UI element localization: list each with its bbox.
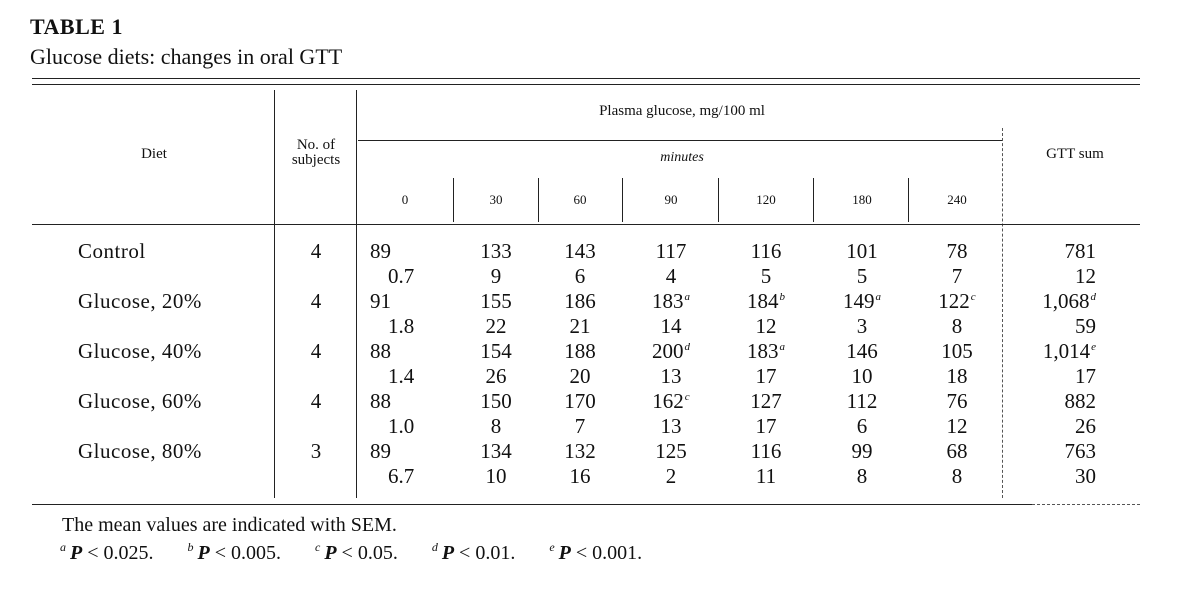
diet-label: Glucose, 80% [78,439,202,463]
gtt-sum-sem: 26 [1075,414,1096,438]
significance-mark: b [779,291,785,303]
sem-value: 12 [755,314,777,338]
significance-mark: d [684,341,690,353]
footnote-p: P [70,542,83,564]
sem-value: 17 [755,414,777,438]
mean-value: 125 [655,439,687,463]
subjects-count: 4 [310,239,322,263]
sem-value: 7 [574,414,586,438]
notes-end: . [391,514,397,536]
footnote-value: < 0.001. [570,542,643,564]
table-subtitle: Glucose diets: changes in oral GTT [30,44,343,69]
sem-value: 22 [485,314,507,338]
gtt-sum-sem: 12 [1075,264,1096,288]
mean-value: 186 [564,289,596,313]
sem-value: 14 [660,314,682,338]
sem-value: 8 [951,314,963,338]
sem-value: 21 [569,314,591,338]
mean-value: 143 [564,239,596,263]
sem-value: 17 [755,364,777,388]
gtt-sum-sem: 30 [1075,464,1096,488]
mean-value: 99 [851,439,873,463]
mean-value: 105 [941,339,973,363]
subjects-count: 3 [310,439,322,463]
sem-value: 0.7 [388,264,415,288]
gtt-sum-value: 763 [1064,439,1096,463]
sem-value: 10 [485,464,507,488]
sem-value: 8 [951,464,963,488]
subjects-count: 4 [310,389,322,413]
mean-value: 184$^b$ [747,289,785,313]
gtt-sum-value: 1,014e [1042,339,1096,363]
significance-mark: c [970,291,976,303]
footnote-p: P [324,542,337,564]
time-column-divider [813,178,814,222]
footnotes [60,540,676,565]
mean-value: 133 [480,239,512,263]
sem-value: 3 [856,314,868,338]
minutes-header: minutes [660,150,704,165]
sem-value: 2 [665,464,677,488]
mean-value: 183$^a$ [652,289,690,313]
sem-value: 13 [660,414,682,438]
mean-value: 122$^c$ [938,289,976,313]
diet-label: Glucose, 20% [78,289,202,313]
subjects-count: 4 [310,289,322,313]
mean-value: 155 [480,289,512,313]
footnote-c [315,540,398,565]
mean-value: 78 [946,239,968,263]
column-divider [356,90,357,498]
footnote-mark: c [315,540,321,554]
gtt-sum-value: 882 [1064,389,1096,413]
diet-header: Diet [141,146,167,162]
bottom-dash-rule [1032,504,1140,505]
top-rule-2 [32,84,1140,85]
footnote-value: < 0.05. [336,542,398,564]
time-header-0: 0 [401,192,409,207]
mean-value: 68 [946,439,968,463]
notes-abbrev: SEM [350,514,392,536]
mean-value: 146 [846,339,878,363]
mean-value: 154 [480,339,512,363]
footnote-b [188,540,282,565]
sem-value: 13 [660,364,682,388]
mean-value: 88 [370,389,391,413]
footnote-mark: d [431,540,438,554]
footnote-a [60,540,154,565]
footnote-value: < 0.005. [209,542,281,564]
diet-label: Control [78,239,146,263]
gtt-sum-sem: 59 [1075,314,1096,338]
sem-value: 12 [946,414,968,438]
diet-label: Glucose, 40% [78,339,202,363]
sem-value: 26 [485,364,507,388]
mean-value: 127 [750,389,782,413]
column-divider [1002,128,1003,498]
gtt-sum-sem: 17 [1075,364,1096,388]
mean-value: 116 [750,239,782,263]
footnote-mark: e [549,540,555,554]
footnote-p: P [558,542,571,564]
column-divider [274,90,275,498]
table-bottom-rule [32,504,1032,505]
subjects-header-line1: No. of [296,137,336,153]
footnote-mark: b [187,540,194,554]
time-column-divider [538,178,539,222]
time-header-120: 120 [756,192,776,207]
time-column-divider [908,178,909,222]
mean-value: 134 [480,439,512,463]
sem-value: 5 [760,264,772,288]
sem-value: 9 [490,264,502,288]
gtt-sum-value: 781 [1064,239,1096,263]
time-header-180: 180 [852,192,872,207]
sem-value: 6.7 [388,464,415,488]
significance-mark: d [1090,291,1096,303]
mean-value: 91 [370,289,391,313]
sem-value: 10 [851,364,873,388]
footnote-mark: a [60,540,66,554]
footnote-value: < 0.01. [454,542,516,564]
footnote-p: P [197,542,210,564]
sem-value: 6 [574,264,586,288]
subjects-header [278,138,354,168]
time-header-240: 240 [947,192,967,207]
subjects-count: 4 [310,339,322,363]
top-rule [32,78,1140,79]
sem-value: 4 [665,264,677,288]
gtt-sum-value: 1,068$^d$ [1042,289,1096,313]
significance-mark: a [779,341,785,353]
plasma-glucose-header: Plasma glucose, mg/100 ml [599,103,765,119]
footnote-d [432,540,516,565]
mean-value: 76 [946,389,968,413]
mean-value: 117 [655,239,687,263]
sem-value: 7 [951,264,963,288]
sem-value: 11 [755,464,777,488]
mean-value: 88 [370,339,391,363]
table-title: TABLE 1 [30,14,123,39]
significance-mark: e [1091,341,1096,353]
sem-value: 8 [490,414,502,438]
mean-value: 116 [750,439,782,463]
time-column-divider [718,178,719,222]
sem-value: 18 [946,364,968,388]
mean-value: 89 [370,239,391,263]
mean-value: 149$^a$ [843,289,881,313]
sem-value: 6 [856,414,868,438]
time-header-60: 60 [573,192,587,207]
header-bottom-rule [32,224,1140,225]
time-column-divider [622,178,623,222]
sem-value: 1.8 [388,314,415,338]
footnote-e [549,540,642,565]
sem-value: 8 [856,464,868,488]
significance-mark: a [875,291,881,303]
time-header-30: 30 [489,192,503,207]
footnote-p: P [441,542,455,564]
notes-main [62,514,397,537]
sem-value: 1.0 [388,414,415,438]
notes-main-text: The mean values are indicated with [62,514,346,536]
header-rule [358,140,1002,141]
significance-mark: a [684,291,690,303]
diet-label: Glucose, 60% [78,389,202,413]
mean-value: 200$^d$ [652,339,690,363]
mean-value: 150 [480,389,512,413]
sem-value: 16 [569,464,591,488]
mean-value: 101 [846,239,878,263]
significance-mark: c [684,391,690,403]
mean-value: 162$^c$ [652,389,690,413]
mean-value: 188 [564,339,596,363]
sem-value: 5 [856,264,868,288]
mean-value: 170 [564,389,596,413]
gtt-sum-header: GTT sum [1046,146,1104,162]
sem-value: 20 [569,364,591,388]
footnote-value: < 0.025. [82,542,154,564]
subjects-header-line2: subjects [291,152,341,168]
time-column-divider [453,178,454,222]
mean-value: 183$^a$ [747,339,785,363]
sem-value: 1.4 [388,364,415,388]
mean-value: 112 [846,389,878,413]
mean-value: 89 [370,439,391,463]
mean-value: 132 [564,439,596,463]
time-header-90: 90 [664,192,678,207]
